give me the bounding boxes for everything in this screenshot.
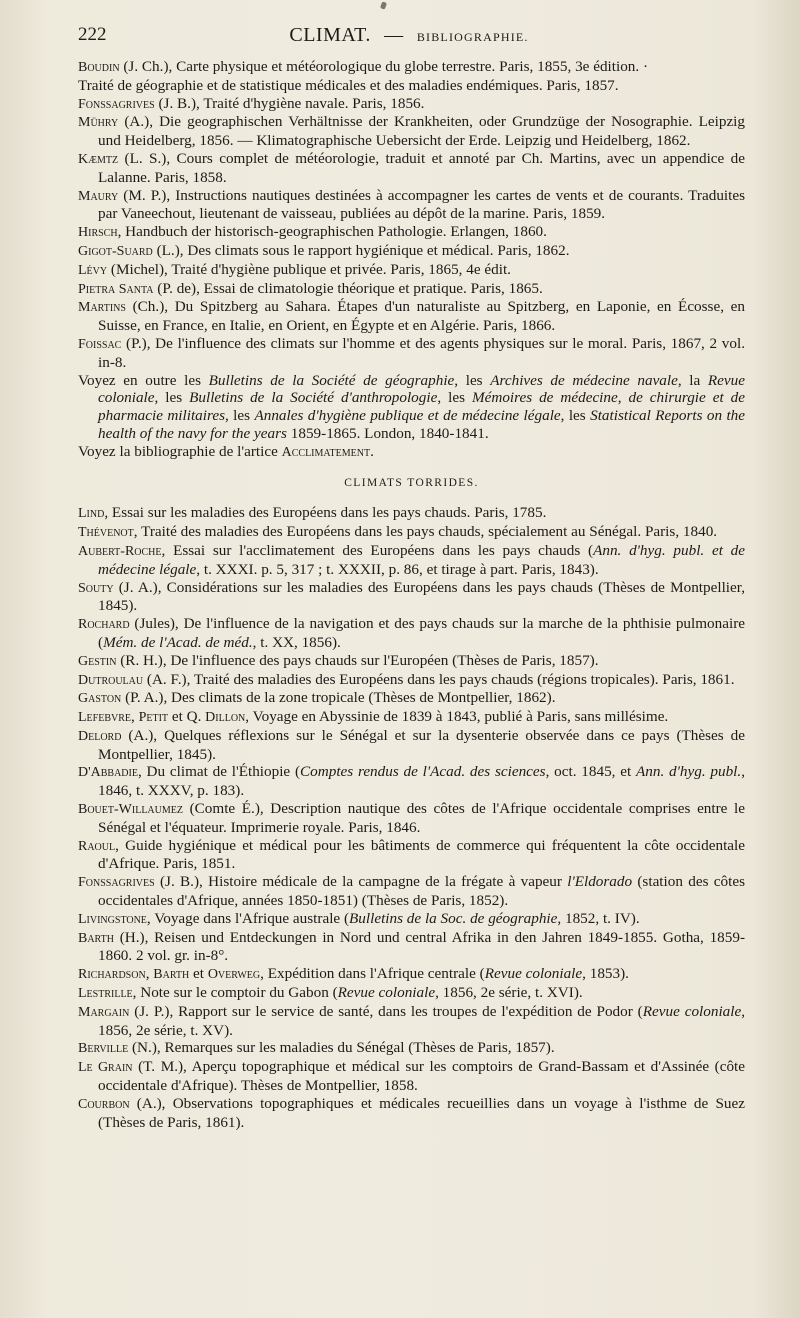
entry-text: Voyez en outre les	[78, 371, 209, 389]
publication-title: Revue coloniale	[337, 984, 436, 1002]
author-name: Berville	[78, 1041, 129, 1057]
entry-text: , les	[560, 407, 591, 425]
entry-text: (P. A.), Des climats de la zone tropicale (Thèses de Montpellier, 1862).	[121, 689, 556, 707]
publication-title: Comptes rendus de l'Acad. des sciences	[300, 763, 546, 781]
entry-text: Voyez la bibliographie de l'artice	[78, 442, 282, 460]
entry-text: (L. S.), Cours complet de météorologie, traduit et annoté par Ch. Martins, avec un appendice de Lalanne. Paris, 1858.	[98, 149, 745, 186]
bibliography-entry	[78, 58, 745, 77]
bibliography-entry	[78, 965, 745, 984]
publication-title: Ann. d'hyg. publ. et de médecine légale	[98, 541, 746, 578]
bibliography-entry	[78, 261, 745, 280]
entry-text: , 1856, 2e série, t. XVI).	[435, 984, 583, 1002]
entry-text: (T. M.), Aperçu topographique et médical sur les comptoirs de Grand-Bassam et d'Assinée (côte occidentale d'Afrique). Thèses de Montpellier, 1858.	[98, 1058, 745, 1095]
bibliography-entry	[78, 223, 745, 242]
running-head-separator: —	[384, 25, 404, 46]
entry-text: , Essai sur les maladies des Européens dans les pays chauds. Paris, 1785.	[104, 504, 547, 522]
author-name: Dutroulau	[78, 672, 144, 688]
entry-text: (M. P.), Instructions nautiques destinées à accompagner les cartes de vents et de courants. Traduites par Vaneechout, lieutenant de vaisseau, publiées au dépôt de la marine. Paris, 1859.	[98, 186, 745, 223]
entry-text: et Q.	[168, 708, 206, 726]
author-name: Hirsch	[78, 225, 118, 241]
bibliography-entry	[78, 1058, 745, 1095]
publication-title: Bulletins de la Société de géographie	[208, 371, 455, 389]
entry-text: , les	[454, 371, 491, 389]
bibliography-entry	[78, 689, 745, 708]
ink-speck	[380, 1, 387, 9]
entry-text: (A.), Die geographischen Verhältnisse der Krankheiten, oder Grundzüge der Nosographie. Leipzig und Heidelberg, 1856. — Klimatographische Uebersicht der Erde. Leipzig und Heidelberg, 1862.	[98, 113, 745, 150]
publication-title: Revue coloniale	[484, 965, 583, 983]
entry-text: (L.), Des climats sous le rapport hygiénique et médical. Paris, 1862.	[152, 241, 570, 259]
bibliography-entry	[78, 443, 745, 462]
general-bibliography	[78, 58, 745, 462]
entry-text: 1859-1865. London, 1840-1841.	[286, 424, 489, 442]
entry-text: , Guide hygiénique et médical pour les bâtiments de commerce qui fréquentent la côte occidentale d'Afrique. Paris, 1851.	[98, 836, 745, 873]
bibliography-entry	[78, 763, 745, 800]
author-name: D'Abbadie	[78, 765, 138, 781]
author-name: Le Grain	[78, 1060, 133, 1076]
author-name: Martins	[78, 300, 126, 316]
entry-text: (J. A.), Considérations sur les maladies des Européens dans les pays chauds (Thèses de Montpellier, 1845).	[98, 578, 745, 615]
entry-text: (Jules), De l'influence de la navigation et des pays chauds sur la marche de la phthisie pulmonaire (	[98, 615, 745, 651]
bibliography-entry	[78, 542, 745, 579]
entry-text: , Voyage dans l'Afrique australe (	[146, 909, 350, 927]
bibliography-entry	[78, 800, 745, 837]
author-name: Fonssagrives	[78, 875, 155, 891]
entry-text: ,	[131, 708, 139, 726]
author-name: Margain	[78, 1004, 130, 1020]
entry-text: , Note sur le comptoir du Gabon (	[132, 984, 338, 1002]
entry-text: , oct. 1845, et	[545, 763, 636, 781]
author-name: Maury	[78, 188, 119, 204]
entry-text: (H.), Reisen und Entdeckungen in Nord und central Afrika in den Jahren 1849-1855. Gotha, 1859-1860. 2 vol. gr. in-8°.	[98, 928, 745, 965]
bibliography-entry	[78, 873, 745, 910]
page-header	[78, 22, 740, 52]
entry-text: et	[189, 965, 208, 983]
bibliography-entry	[78, 280, 745, 299]
entry-text: Traité de géographie et de statistique médicales et des maladies endémiques. Paris, 1857.	[78, 76, 619, 94]
author-name: Bouet-Willaumez	[78, 802, 183, 818]
author-name: Lefebvre	[78, 710, 131, 726]
author-name: Mühry	[78, 115, 119, 131]
publication-title: Mém. de l'Acad. de méd.	[103, 633, 253, 651]
entry-text: , la	[677, 371, 708, 389]
bibliography-entry	[78, 579, 745, 616]
bibliography-entry	[78, 984, 745, 1003]
author-name: Petit	[138, 710, 169, 726]
entry-text: , 1846, t. XXXV, p. 183).	[98, 763, 745, 800]
entry-text: , 1853).	[582, 965, 629, 983]
author-name: Gestin	[78, 653, 117, 669]
bibliography-entry	[78, 335, 745, 372]
entry-text: , Expédition dans l'Afrique centrale (	[260, 965, 485, 983]
bibliography-entry	[78, 671, 745, 690]
entry-text: , Traité des maladies des Européens dans les pays chauds, spécialement au Sénégal. Paris, 1840.	[133, 523, 718, 541]
bibliography-entry	[78, 615, 745, 652]
author-name: Gigot-Suard	[78, 243, 153, 259]
entry-text: , 1852, t. IV).	[557, 909, 640, 927]
entry-text: , les	[437, 389, 472, 407]
author-name: Lestrille	[78, 986, 133, 1002]
author-name: Courbon	[78, 1096, 130, 1112]
author-name: Raoul	[78, 838, 116, 854]
author-name: Thévenot	[78, 525, 134, 541]
bibliography-entry	[78, 1095, 745, 1132]
bibliography-entry	[78, 727, 745, 764]
entry-text: (A.), Quelques réflexions sur le Sénégal et sur la dysenterie observée dans ce pays (Thèses de Montpellier, 1845).	[98, 726, 745, 763]
entry-text: , 1856, 2e série, t. XV).	[98, 1002, 746, 1039]
bibliography-entry	[78, 298, 745, 335]
author-name: Pietra Santa	[78, 281, 154, 297]
bibliography-entry	[78, 150, 745, 187]
entry-text: (J. P.), Rapport sur le service de santé, dans les troupes de l'expédition de Podor (	[129, 1002, 643, 1020]
bibliography-entry	[78, 523, 745, 542]
entry-text: , Du climat de l'Éthiopie (	[137, 763, 301, 781]
bibliography-entry	[78, 708, 745, 727]
entry-text: (J. B.), Traité d'hygiène navale. Paris, 1856.	[154, 94, 425, 112]
bibliography-entry	[78, 113, 745, 150]
bibliography-entry	[78, 1039, 745, 1058]
author-name: Dillon	[205, 710, 246, 726]
entry-text: (J. B.), Histoire médicale de la campagne de la frégate à vapeur	[154, 873, 568, 891]
entry-text: ,	[145, 965, 154, 983]
entry-text: , les	[225, 407, 255, 425]
publication-title: Revue coloniale	[98, 371, 745, 407]
author-name: Gaston	[78, 691, 122, 707]
author-name: Foissac	[78, 336, 122, 352]
author-name: Boudin	[78, 60, 120, 75]
author-name: Barth	[78, 930, 114, 946]
entry-text: .	[370, 442, 374, 460]
author-name: Overweg	[207, 967, 261, 983]
author-name: Barth	[153, 967, 190, 983]
entry-text: (J. Ch.), Carte physique et météorologique du globe terrestre. Paris, 1855, 3e édition. ·	[119, 58, 649, 75]
entry-text: (R. H.), De l'influence des pays chauds sur l'Européen (Thèses de Paris, 1857).	[116, 651, 599, 669]
entry-text: (A.), Observations topographiques et médicales recueillies dans un voyage à l'isthme de Suez (Thèses de Paris, 1861).	[98, 1094, 745, 1131]
running-head	[78, 24, 740, 47]
bibliography-entry-continuation	[78, 77, 745, 95]
publication-title: l'Eldorado	[567, 873, 633, 891]
entry-text: (P.), De l'influence des climats sur l'homme et des agents physiques sur le moral. Paris, 1867, 2 vol. in-8.	[98, 334, 745, 371]
author-name: Acclimatement	[281, 444, 371, 460]
publication-title: Archives de médecine navale	[490, 371, 678, 389]
entry-text: , t. XX, 1856).	[252, 633, 341, 651]
author-name: Souty	[78, 580, 114, 596]
author-name: Delord	[78, 728, 122, 744]
publication-title: Bulletins de la Société d'anthropologie	[189, 389, 438, 407]
bibliography-entry	[78, 837, 745, 874]
bibliography-entry	[78, 929, 745, 966]
entry-text: , Handbuch der historisch-geographischen Pathologie. Erlangen, 1860.	[117, 223, 547, 241]
bibliography-entry	[78, 910, 745, 929]
entry-text: , Essai sur l'acclimatement des Européens dans les pays chauds (	[161, 541, 594, 559]
entry-text: , Voyage en Abyssinie de 1839 à 1843, publié à Paris, sans millésime.	[245, 708, 669, 726]
bibliography-entry	[78, 95, 745, 114]
running-head-subtitle: BIBLIOGRAPHIE.	[416, 30, 529, 44]
entry-text: (Michel), Traité d'hygiène publique et privée. Paris, 1865, 4e édit.	[107, 260, 511, 278]
entry-text: (station des côtes occidentales d'Afrique, années 1850-1851) (Thèses de Paris, 1852).	[98, 873, 745, 910]
author-name: Livingstone	[78, 911, 147, 927]
publication-title: Revue coloniale	[642, 1002, 742, 1020]
bibliography-entry	[78, 242, 745, 261]
bibliography-content	[78, 58, 745, 1131]
author-name: Rochard	[78, 617, 130, 633]
entry-text: (A. F.), Traité des maladies des Européens dans les pays chauds (régions tropicales). Paris, 1861.	[143, 670, 735, 688]
author-name: Richardson	[78, 967, 146, 983]
entry-text: (N.), Remarques sur les maladies du Sénégal (Thèses de Paris, 1857).	[128, 1039, 555, 1057]
torrid-climates-bibliography	[78, 504, 745, 1131]
entry-text: (Ch.), Du Spitzberg au Sahara. Étapes d'un naturaliste au Spitzberg, en Laponie, en Écosse, en Suisse, en France, en Italie, en Orient, en Égypte et en Algérie. Paris, 1866.	[98, 298, 745, 335]
author-name: Aubert-Roche	[78, 543, 162, 559]
entry-text: (Comte É.), Description nautique des côtes de l'Afrique occidentale comprises entre le Sénégal et l'équateur. Imprimerie royale. Paris, 1846.	[98, 800, 745, 836]
publication-title: Bulletins de la Soc. de géographie	[349, 909, 558, 927]
author-name: Lévy	[78, 262, 108, 278]
page-number: 222	[78, 24, 107, 45]
author-name: Fonssagrives	[78, 96, 155, 112]
bibliography-entry	[78, 1003, 745, 1040]
bibliography-entry	[78, 652, 745, 671]
author-name: Kæmtz	[78, 151, 119, 167]
publication-title: Ann. d'hyg. publ.	[636, 763, 742, 781]
section-title: CLIMATS TORRIDES.	[344, 476, 479, 489]
entry-text: , les	[154, 389, 190, 407]
author-name: Lind	[78, 506, 105, 522]
entry-text: , t. XXXI. p. 5, 317 ; t. XXXII, p. 86, et tirage à part. Paris, 1843).	[196, 560, 599, 578]
publication-title: Statistical Reports on the health of the navy for the years	[98, 407, 746, 442]
bibliography-entry	[78, 372, 745, 443]
publication-title: Annales d'hygiène publique et de médecine légale	[254, 407, 561, 425]
bibliography-entry	[78, 187, 745, 224]
publication-title: Mémoires de médecine, de chirurgie et de pharmacie militaires	[98, 389, 745, 425]
running-head-title: CLIMAT.	[289, 24, 371, 46]
bibliography-entry	[78, 504, 745, 523]
entry-text: (P. de), Essai de climatologie théorique et pratique. Paris, 1865.	[153, 279, 543, 297]
